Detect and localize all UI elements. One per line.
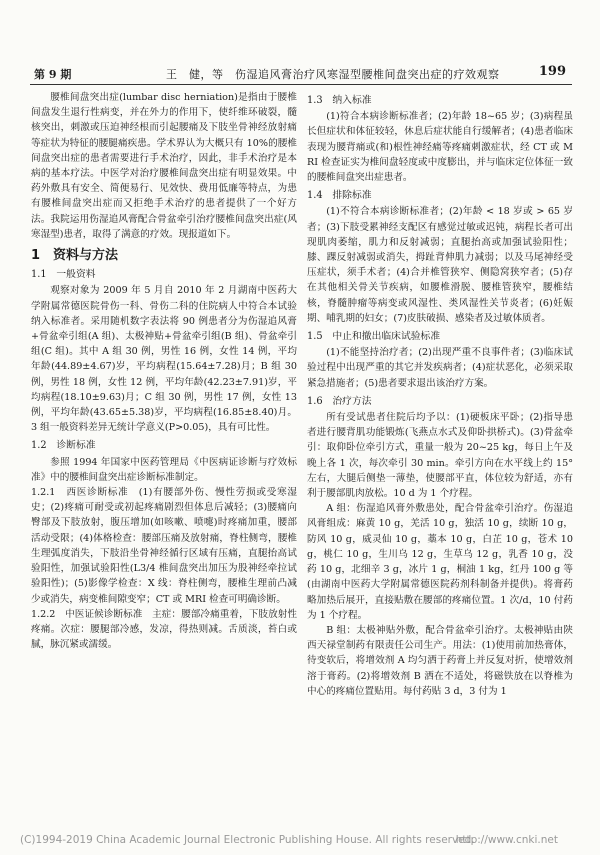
general-data-paragraph: 观察对象为 2009 年 5 月自 2010 年 2 月湖南中医药大学附属常德医院骨伤一科、骨伤二科的住院病人中符合本试验纳入标准者。采用随机数字表法将 90 例患者分为伤湿追风膏+骨盆牵引组(A 组)、太极神贴+骨盆牵引组(B 组)、骨盆牵引组(C 组)。其中 A 组 30 例，男性 16 例，女性 14 例，平均年龄(44.89±4.67)岁，平均病程(15.64±7.28)月；B 组 30 例，男性 18 例，女性 12 例，平均年龄(42.23±7.91)岁，平均病程(18.10±9.63)月；C 组 30 例，男性 17 例，女性 13 例，平均年龄(43.65±5.38)岁，平均病程(16.85±8.40)月。3 组一般资料差异无统计学意义(P>0.05)，具有可比性。 bbox=[31, 285, 297, 434]
page-header bbox=[30, 66, 572, 84]
header-rule bbox=[30, 84, 572, 85]
page-number: 199 bbox=[538, 64, 566, 79]
inclusion-paragraph: (1)符合本病诊断标准者；(2)年龄 18~65 岁；(3)病程虽长但症状和体征较轻，休息后症状能自行缓解者；(4)患者临床表现为腰背痛或(和)根性神经痛等疼痛刺激症状，经 CT 或 MRI 检查证实为椎间盘轻度或中度膨出，并与临床定位体征一致的腰椎间盘突出症患者。 bbox=[307, 111, 573, 184]
issue-number: 第 9 期 bbox=[34, 68, 72, 81]
subsection-heading-exclusion: 1.4 排除标准 bbox=[307, 190, 372, 202]
left-column bbox=[31, 90, 297, 652]
subsection-heading-diagnostic-criteria: 1.2 诊断标准 bbox=[31, 440, 96, 452]
section-heading-materials-methods: 1 资料与方法 bbox=[31, 248, 119, 264]
subsection-heading-inclusion: 1.3 纳入标准 bbox=[307, 95, 372, 106]
treatment-paragraph: 所有受试患者住院后均予以：(1)硬板床平卧；(2)指导患者进行腰背肌功能锻炼(飞燕点水式及仰卧拱桥式)。(3)骨盆牵引：取仰卧位牵引方式，重量一般为 20~25 kg，每日上午及晚上各 1 次，每次牵引 30 min。牵引方向在水平线上约 15°左右，大腿后侧垫一薄垫，使腰部平直，体位较为舒适，亦有利于腰部肌肉放松。10 d 为 1 个疗程。 bbox=[307, 412, 573, 500]
group-b-paragraph: B 组：太极神贴外敷，配合骨盆牵引治疗。太极神贴由陕西天禄堂制药有限责任公司生产。用法：(1)使用前加热膏体，待变软后，将增效剂 A 均匀洒于药膏上并反复对折，使增效剂溶于膏药。(2)将增效剂 B 洒在不适处，将磁铁放在以脊椎为中心的疼痛位置贴用。每付药贴 3 d，3 付为 1 bbox=[307, 624, 573, 697]
exclusion-paragraph: (1)不符合本病诊断标准者；(2)年龄 < 18 岁或 > 65 岁者；(3)下肢受累神经支配区有感觉过敏或迟钝，病程长者可出现肌肉萎缩，肌力和反射减弱；直腿抬高或加强试验阳性；膝、踝反射减弱或消失，拇趾背伸肌力减弱；以及马尾神经受压症状，须手术者；(4)合并椎管狭窄、侧隐窝狭窄者；(5)存在其他相关骨关节疾病，如腰椎滑脱、腰椎管狭窄，腰椎结核，脊髓肿瘤等病变或风湿性、类风湿性关节炎者；(6)妊娠期、哺乳期的妇女；(7)皮肤破损、感染者及过敏体质者。 bbox=[307, 206, 573, 324]
page-footer bbox=[20, 834, 580, 846]
withdrawal-paragraph: (1)不能坚持治疗者；(2)出现严重不良事件者；(3)临床试验过程中出现严重的其它并发疾病者；(4)症状恶化，必须采取紧急措施者；(5)患者要求退出该治疗方案。 bbox=[307, 347, 573, 389]
footer-url: http://www.cnki.net bbox=[455, 834, 558, 846]
intro-paragraph: 腰椎间盘突出症(lumbar disc herniation)是指由于腰椎间盘发生退行性病变，并在外力的作用下，使纤维环破裂，髓核突出，刺激或压迫神经根而引起腰痛及下肢坐骨神经放射痛等症状为特征的腰腿痛疾患。学术界认为大概只有 10%的腰椎间盘突出症的患者需要进行手术治疗，因此，非手术治疗是本病的基本疗法。中医学对治疗腰椎间盘突出症有明显效果。中药外敷具有安全、简便易行、见效快、费用低廉等特点，为患有腰椎间盘突出症而又拒绝手术治疗的患者提供了一个好方法。我院运用伤湿追风膏配合骨盆牵引治疗腰椎间盘突出症(风寒湿型)患者，取得了满意的疗效。现报道如下。 bbox=[31, 92, 297, 240]
subsection-heading-withdrawal: 1.5 中止和撤出临床试验标准 bbox=[307, 331, 441, 343]
subsection-heading-general-data: 1.1 一般资料 bbox=[31, 269, 96, 281]
running-title: 王 健，等 伤湿追风膏治疗风寒湿型腰椎间盘突出症的疗效观察 bbox=[166, 68, 500, 81]
tcm-diagnosis-paragraph: 1.2.2 中医证候诊断标准 主症：腰部冷痛重着，下肢放射性疼痛。次症：腰腿部冷感，发凉，得热则减。舌质淡，苔白或腻，脉沉紧或濡缓。 bbox=[31, 608, 297, 651]
diagnostic-criteria-paragraph: 参照 1994 年国家中医药管理局《中医病证诊断与疗效标准》中的腰椎间盘突出症诊断标准制定。 bbox=[31, 456, 297, 483]
western-diagnosis-paragraph: 1.2.1 西医诊断标准 (1)有腰部外伤、慢性劳损或受寒湿史；(2)疼痛可耐受或初起疼痛剧烈但体息后减轻；(3)腰痛向臀部及下肢放射，腹压增加(如咳嗽、喷嚏)时疼痛加重，腰部活动受限；(4)体格检查：腰部压痛及放射痛，脊柱侧弯，腰椎生理弧度消失，下肢沿坐骨神经循行区域有压痛，直腿抬高试验阳性，加强试验阳性(L3/4 椎间盘突出加压为股神经牵拉试验阳性)；(5)影像学检查：X 线：脊柱侧弯，腰椎生理前凸减少或消失，病变椎间隙变窄；CT 或 MRI 检查可明确诊断。 bbox=[31, 487, 297, 605]
group-a-paragraph: A 组：伤湿追风膏外敷患处，配合骨盆牵引治疗。伤湿追风膏组成：麻黄 10 g，羌活 10 g，独活 10 g，续断 10 g，防风 10 g，威灵仙 10 g，藁本 10 g，白芷 10 g，苍术 10 g，桃仁 10 g，生川乌 12 g，生草乌 12 g，乳香 10 g，没药 10 g，北细辛 3 g，冰片 1 g，桐油 1 kg，红丹 100 g 等(由湖南中医药大学附属常德医院药剂科制备并提供)。将膏药略加热后展开，直接贴敷在腰部的疼痛位置。1 次/d，10 付药为 1 个疗程。 bbox=[307, 503, 573, 621]
subsection-heading-treatment: 1.6 治疗方法 bbox=[307, 395, 372, 407]
right-column bbox=[307, 90, 573, 699]
copyright-notice: (C)1994-2019 China Academic Journal Electronic Publishing House. All rights reserved. bbox=[20, 834, 475, 846]
